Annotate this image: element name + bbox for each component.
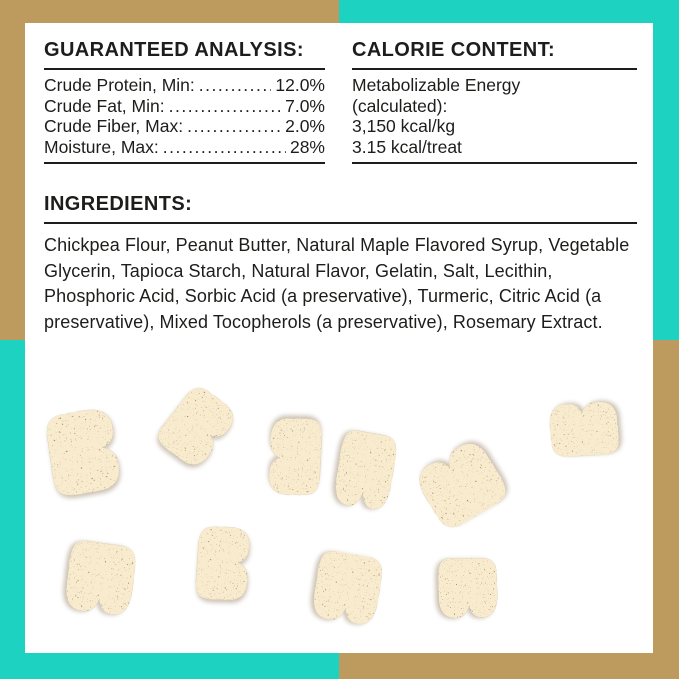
analysis-row (44, 96, 325, 117)
analysis-row-value: 2.0% (285, 116, 325, 136)
dot-leader (169, 96, 282, 117)
calorie-line: 3,150 kcal/kg (352, 116, 456, 136)
divider-rule (44, 222, 637, 224)
ingredients-text: Chickpea Flour, Peanut Butter, Natural Maple Flavored Syrup, Vegetable Glycerin, Tapioca Starch, Natural Flavor, Gelatin, Salt, Lecithin, Phosphoric Acid, Sorbic Acid (a preservative), Turmeric, Citric Acid (a preservative), Mixed Tocopherols (a preservative), Rosemary Extract. (44, 235, 630, 332)
analysis-row-label: Crude Fiber, Max: (44, 116, 184, 136)
analysis-row (44, 75, 325, 96)
dot-leader (187, 116, 281, 137)
label-card (25, 23, 653, 653)
analysis-row-value: 7.0% (285, 95, 325, 116)
calorie-line: Metabolizable Energy (352, 75, 521, 95)
dot-leader (199, 75, 272, 96)
ingredients-title: INGREDIENTS: (44, 193, 193, 215)
calorie-content-lines (352, 70, 637, 157)
ingredients-panel (44, 191, 637, 335)
analysis-row-value: 12.0% (275, 75, 325, 95)
guaranteed-analysis-rows (44, 70, 325, 157)
dot-leader (163, 137, 286, 158)
analysis-calorie-section (44, 37, 637, 164)
calorie-line: 3.15 kcal/treat (352, 136, 462, 157)
guaranteed-analysis-panel (44, 37, 325, 164)
analysis-row-label: Crude Protein, Min: (44, 75, 195, 95)
calorie-content-panel (352, 37, 637, 164)
analysis-row-value: 28% (289, 136, 325, 157)
analysis-row (44, 116, 325, 137)
divider-rule (44, 162, 325, 164)
guaranteed-analysis-title: GUARANTEED ANALYSIS: (44, 39, 304, 61)
calorie-content-title: CALORIE CONTENT: (352, 39, 556, 61)
divider-rule (352, 162, 637, 164)
analysis-row-label: Crude Fat, Min: (44, 95, 165, 116)
calorie-line: (calculated): (352, 95, 448, 116)
analysis-row (44, 137, 325, 158)
analysis-row-label: Moisture, Max: (44, 136, 159, 157)
